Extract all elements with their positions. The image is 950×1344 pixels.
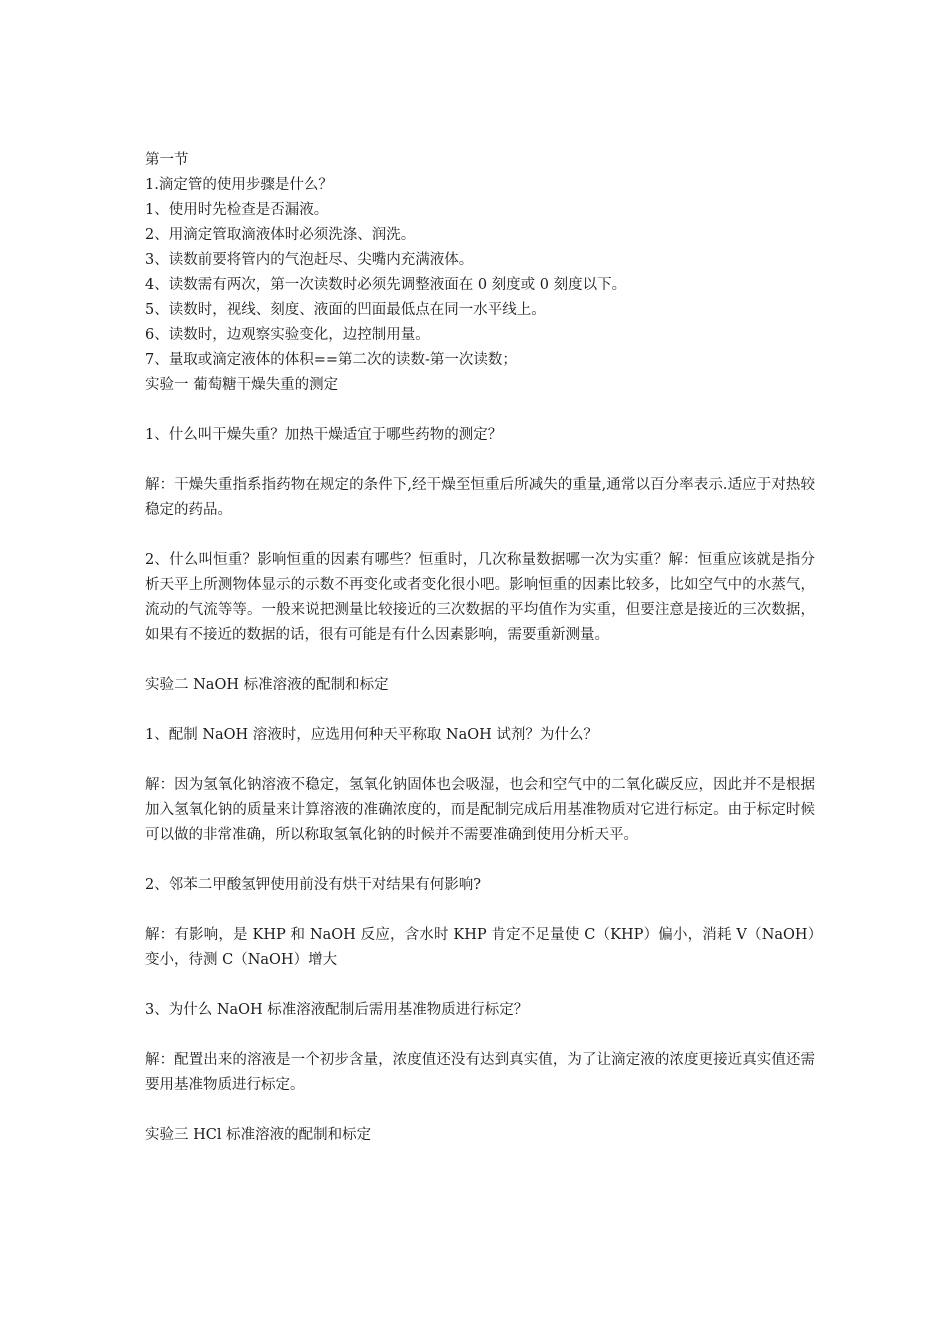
paragraph-gap <box>145 1098 815 1123</box>
paragraph-gap <box>145 898 815 923</box>
burette-step: 4、读数需有两次，第一次读数时必须先调整液面在 0 刻度或 0 刻度以下。 <box>145 277 627 293</box>
burette-step: 3、读数前要将管内的气泡赶尽、尖嘴内充满液体。 <box>145 252 474 268</box>
paragraph-gap <box>145 848 815 873</box>
paragraph-gap <box>145 398 815 423</box>
burette-step: 7、量取或滴定液体的体积==第二次的读数-第一次读数； <box>145 352 517 368</box>
burette-step: 2、用滴定管取滴液体时必须洗涤、润洗。 <box>145 227 416 243</box>
experiment-1-question-2-answer: 2、什么叫恒重？影响恒重的因素有哪些？恒重时，几次称量数据哪一次为实重？解：恒重应该就是指分析天平上所测物体显示的示数不再变化或者变化很小吧。影响恒重的因素比较多，比如空气中的水蒸气，流动的气流等等。一般来说把测量比较接近的三次数据的平均值作为实重，但要注意是接近的三次数据，如果有不接近的数据的话，很有可能是有什么因素影响，需要重新测量。 <box>145 552 815 643</box>
experiment-2-question-3: 3、为什么 NaOH 标准溶液配制后需用基准物质进行标定？ <box>145 1002 529 1018</box>
experiment-2-question-1: 1、配制 NaOH 溶液时，应选用何种天平称取 NaOH 试剂？为什么？ <box>145 727 598 743</box>
paragraph-gap <box>145 448 815 473</box>
experiment-1-question-1: 1、什么叫干燥失重？加热干燥适宜于哪些药物的测定？ <box>145 427 503 443</box>
experiment-2-title: 实验二 NaOH 标准溶液的配制和标定 <box>145 677 389 693</box>
paragraph-gap <box>145 523 815 548</box>
burette-question: 1.滴定管的使用步骤是什么？ <box>145 177 333 193</box>
experiment-1-title: 实验一 葡萄糖干燥失重的测定 <box>145 377 339 393</box>
burette-step: 5、读数时，视线、刻度、液面的凹面最低点在同一水平线上。 <box>145 302 546 318</box>
paragraph-gap <box>145 648 815 673</box>
paragraph-gap <box>145 748 815 773</box>
paragraph-gap <box>145 1023 815 1048</box>
experiment-2-question-2: 2、邻苯二甲酸氢钾使用前没有烘干对结果有何影响? <box>145 877 481 893</box>
experiment-2-answer-1: 解：因为氢氧化钠溶液不稳定，氢氧化钠固体也会吸湿，也会和空气中的二氧化碳反应，因此并不是根据加入氢氧化钠的质量来计算溶液的准确浓度的，而是配制完成后用基准物质对它进行标定。由于标定时候可以做的非常准确，所以称取氢氧化钠的时候并不需要准确到使用分析天平。 <box>145 777 815 843</box>
paragraph-gap <box>145 973 815 998</box>
section-title: 第一节 <box>145 152 189 168</box>
burette-step: 6、读数时，边观察实验变化，边控制用量。 <box>145 327 430 343</box>
paragraph-gap <box>145 698 815 723</box>
experiment-1-answer-1: 解：干燥失重指系指药物在规定的条件下,经干燥至恒重后所减失的重量,通常以百分率表示.适应于对热较稳定的药品。 <box>145 477 815 518</box>
experiment-2-answer-3: 解：配置出来的溶液是一个初步含量，浓度值还没有达到真实值，为了让滴定液的浓度更接近真实值还需要用基准物质进行标定。 <box>145 1052 815 1093</box>
experiment-3-title: 实验三 HCl 标准溶液的配制和标定 <box>145 1127 372 1143</box>
experiment-2-answer-2: 解：有影响，是 KHP 和 NaOH 反应，含水时 KHP 肯定不足量使 C（KHP）偏小，消耗 V（NaOH）变小，待测 C（NaOH）增大 <box>145 927 815 968</box>
document-body <box>145 148 815 1148</box>
burette-step: 1、使用时先检查是否漏液。 <box>145 202 329 218</box>
